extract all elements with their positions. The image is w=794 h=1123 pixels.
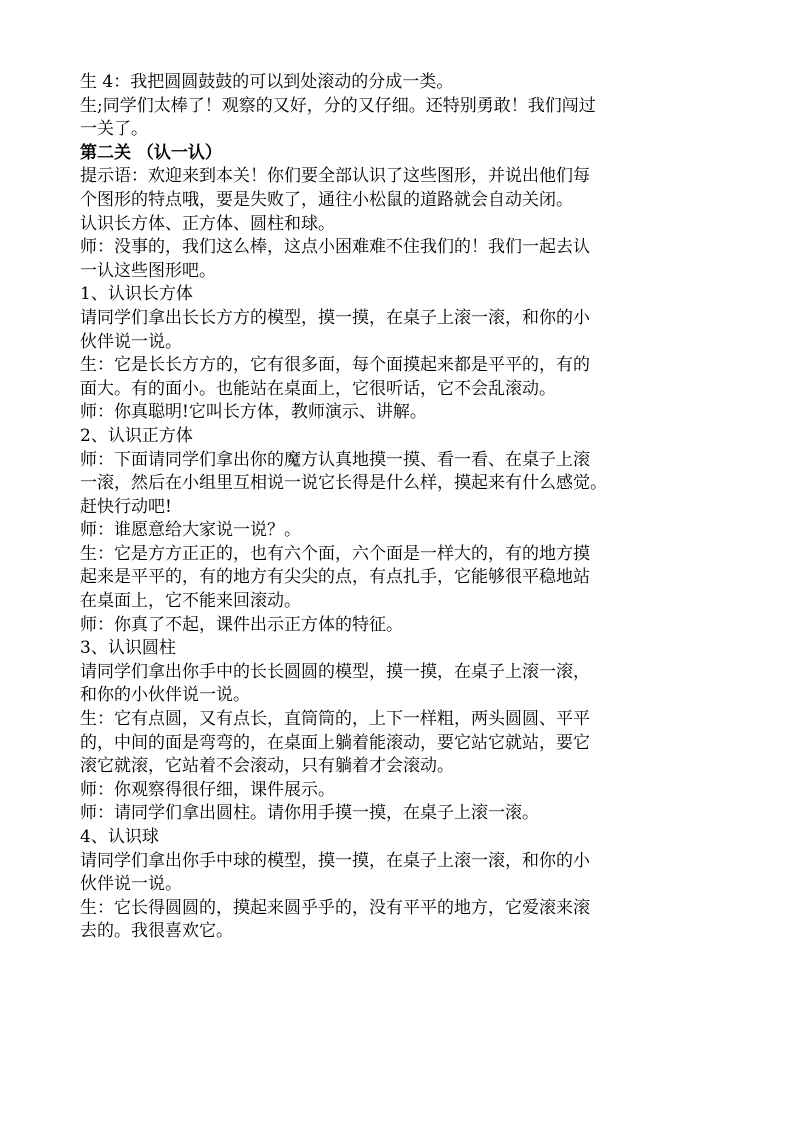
text-line: 去的。我很喜欢它。 [80,921,233,942]
text-line: 个图形的特点哦，要是失败了，通往小松鼠的道路就会自动关闭。 [80,189,573,210]
text-line: 面大。有的面小。也能站在桌面上，它很听话，它不会乱滚动。 [80,378,556,399]
text-line: 在桌面上，它不能来回滚动。 [80,591,301,612]
text-line: 一关了。 [80,119,148,140]
document-page [80,71,718,944]
text-line: 师：你真了不起，课件出示正方体的特征。 [80,614,403,635]
text-line: 生 4：我把圆圆鼓鼓的可以到处滚动的分成一类。 [80,72,454,92]
text-line: 滚它就滚，它站着不会滚动，只有躺着才会滚动。 [80,756,454,777]
subheading: 4、认识球 [80,827,159,847]
text-line: 师：下面请同学们拿出你的魔方认真地摸一摸、看一看、在桌子上滚 [80,449,590,470]
subheading: 2、认识正方体 [80,425,193,446]
text-line: 师：你观察得很仔细，课件展示。 [80,779,335,800]
section-heading: 第二关 （认一认） [80,142,222,163]
text-line: 一滚，然后在小组里互相说一说它长得是什么样，摸起来有什么感觉。 [80,473,607,494]
text-line: 师：你真聪明!它叫长方体，教师演示、讲解。 [80,402,427,423]
text-line: 生：它是方方正正的，也有六个面，六个面是一样大的，有的地方摸 [80,543,590,564]
text-line: 伙伴说一说。 [80,874,182,895]
text-line: 提示语：欢迎来到本关！你们要全部认识了这些图形，并说出他们每 [80,166,590,187]
text-line: 和你的小伙伴说一说。 [80,685,250,706]
text-line: 伙伴说一说。 [80,331,182,352]
text-line: 生：它有点圆，又有点长，直筒筒的，上下一样粗，两头圆圆、平平 [80,709,590,730]
text-line: 生：它长得圆圆的，摸起来圆乎乎的，没有平平的地方，它爱滚来滚 [80,897,590,918]
text-line: 生：它是长长方方的，它有很多面，每个面摸起来都是平平的，有的 [80,355,590,376]
text-line: 请同学们拿出你手中球的模型，摸一摸，在桌子上滚一滚，和你的小 [80,850,590,871]
text-line: 生;同学们太棒了！观察的又好，分的又仔细。还特别勇敢！我们闯过 [80,95,596,116]
text-line: 赶快行动吧! [80,496,172,517]
subheading: 1、认识长方体 [80,284,193,305]
text-line: 的，中间的面是弯弯的，在桌面上躺着能滚动，要它站它就站，要它 [80,732,590,753]
text-line: 一认这些图形吧。 [80,260,216,281]
text-line: 请同学们拿出你手中的长长圆圆的模型，摸一摸，在桌子上滚一滚， [80,661,590,682]
subheading: 3、认识圆柱 [80,638,176,659]
text-line: 认识长方体、正方体、圆柱和球。 [80,213,335,234]
text-line: 师：没事的，我们这么棒，这点小困难难不住我们的！我们一起去认 [80,237,590,258]
text-line: 师：谁愿意给大家说一说？。 [80,520,301,541]
text-line: 师：请同学们拿出圆柱。请你用手摸一摸，在桌子上滚一滚。 [80,803,539,824]
text-line: 起来是平平的，有的地方有尖尖的点，有点扎手，它能够很平稳地站 [80,567,590,588]
text-line: 请同学们拿出长长方方的模型，摸一摸，在桌子上滚一滚，和你的小 [80,307,590,328]
